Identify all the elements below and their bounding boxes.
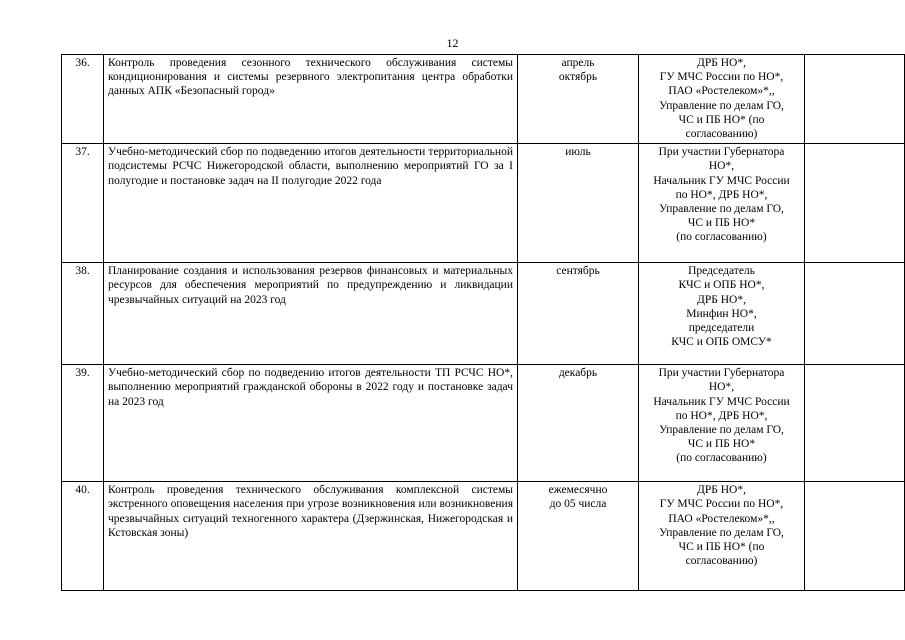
responsible-cell — [639, 263, 805, 365]
row-number: 36. — [62, 55, 104, 144]
responsible-line: Управление по делам ГО, — [659, 99, 784, 112]
responsible-line: ГУ МЧС России по НО*, — [659, 498, 784, 511]
row-number: 37. — [62, 144, 104, 263]
term-line: апрель — [561, 57, 595, 69]
term-cell — [518, 55, 639, 144]
term-cell — [518, 365, 639, 482]
responsible-line: ДРБ НО*, — [697, 293, 746, 306]
responsible-cell — [639, 144, 805, 263]
note-cell — [805, 263, 905, 365]
table-body — [62, 55, 905, 591]
responsible-line: ЧС и ПБ НО* — [687, 217, 756, 230]
responsible-line: При участии Губернатора — [658, 146, 785, 159]
term-line: сентябрь — [556, 265, 600, 278]
responsible-line: по НО*, ДРБ НО*, — [675, 409, 768, 422]
responsible-cell — [639, 482, 805, 591]
responsible-line: ЧС и ПБ НО* (по — [678, 113, 765, 126]
responsible-line: ДРБ НО*, — [697, 57, 746, 69]
responsible-line: Начальник ГУ МЧС России — [653, 395, 790, 408]
table-row — [62, 144, 905, 263]
responsible-line: по НО*, ДРБ НО*, — [675, 188, 768, 201]
term-line: декабрь — [558, 367, 598, 380]
term-cell — [518, 144, 639, 263]
responsible-line: ПАО «Ростелеком»*,, — [668, 512, 775, 525]
responsible-line: Управление по делам ГО, — [659, 424, 784, 437]
table-row — [62, 263, 905, 365]
term-line: до 05 числа — [549, 498, 607, 511]
table-row — [62, 55, 905, 144]
responsible-line: Начальник ГУ МЧС России — [653, 174, 790, 187]
responsible-line: (по согласованию) — [676, 231, 767, 244]
responsible-line: Минфин НО*, — [686, 307, 757, 320]
term-cell — [518, 263, 639, 365]
note-cell — [805, 482, 905, 591]
note-cell — [805, 55, 905, 144]
responsible-line: При участии Губернатора — [658, 367, 785, 380]
responsible-line: Управление по делам ГО, — [659, 203, 784, 216]
activity-cell: Контроль проведения технического обслуживания комплексной системы экстренного оповещения населения при угрозе возникновения или возникновения чрезвычайных ситуаций техногенного характера (Дзержинская, Нижегородская и Кстовская зоны) — [104, 482, 518, 591]
responsible-line: Управление по делам ГО, — [659, 526, 784, 539]
table-row — [62, 482, 905, 591]
events-table — [61, 54, 905, 591]
responsible-line: ЧС и ПБ НО* (по — [678, 541, 765, 554]
activity-cell: Учебно-методический сбор по подведению итогов деятельности территориальной подсистемы РСЧС Нижегородской области, выполнению мероприятий ГО за I полугодие и постановке задач на II полугодие 2022 года — [104, 144, 518, 263]
responsible-line: НО*, — [708, 160, 735, 173]
responsible-cell — [639, 55, 805, 144]
responsible-line: ЧС и ПБ НО* — [687, 438, 756, 451]
row-number: 40. — [62, 482, 104, 591]
note-cell — [805, 365, 905, 482]
responsible-line: ДРБ НО*, — [697, 484, 746, 497]
responsible-line: согласованию) — [685, 555, 758, 568]
responsible-line: ГУ МЧС России по НО*, — [659, 71, 784, 84]
activity-cell: Планирование создания и использования резервов финансовых и материальных ресурсов для обеспечения мероприятий по предупреждению и ликвидации чрезвычайных ситуаций на 2023 год — [104, 263, 518, 365]
term-line: ежемесячно — [548, 484, 608, 497]
term-line: июль — [565, 146, 591, 159]
responsible-line: ПАО «Ростелеком»*,, — [668, 85, 775, 98]
term-cell — [518, 482, 639, 591]
row-number: 38. — [62, 263, 104, 365]
row-number: 39. — [62, 365, 104, 482]
table-row — [62, 365, 905, 482]
term-line: октябрь — [558, 71, 598, 84]
responsible-cell — [639, 365, 805, 482]
responsible-line: председатели — [688, 322, 755, 335]
responsible-line: НО*, — [708, 381, 735, 394]
responsible-line: (по согласованию) — [676, 452, 767, 465]
responsible-line: Председатель — [688, 265, 755, 278]
note-cell — [805, 144, 905, 263]
responsible-line: КЧС и ОПБ ОМСУ* — [671, 336, 772, 349]
activity-cell: Контроль проведения сезонного технического обслуживания системы кондиционирования и системы резервного электропитания центра обработки данных АПК «Безопасный город» — [104, 55, 518, 144]
page-number: 12 — [446, 36, 459, 50]
responsible-line: согласованию) — [685, 128, 758, 141]
responsible-line: КЧС и ОПБ НО*, — [678, 279, 765, 292]
activity-cell: Учебно-методический сбор по подведению итогов деятельности ТП РСЧС НО*, выполнению мероприятий гражданской обороны в 2022 году и постановке задач на 2023 год — [104, 365, 518, 482]
